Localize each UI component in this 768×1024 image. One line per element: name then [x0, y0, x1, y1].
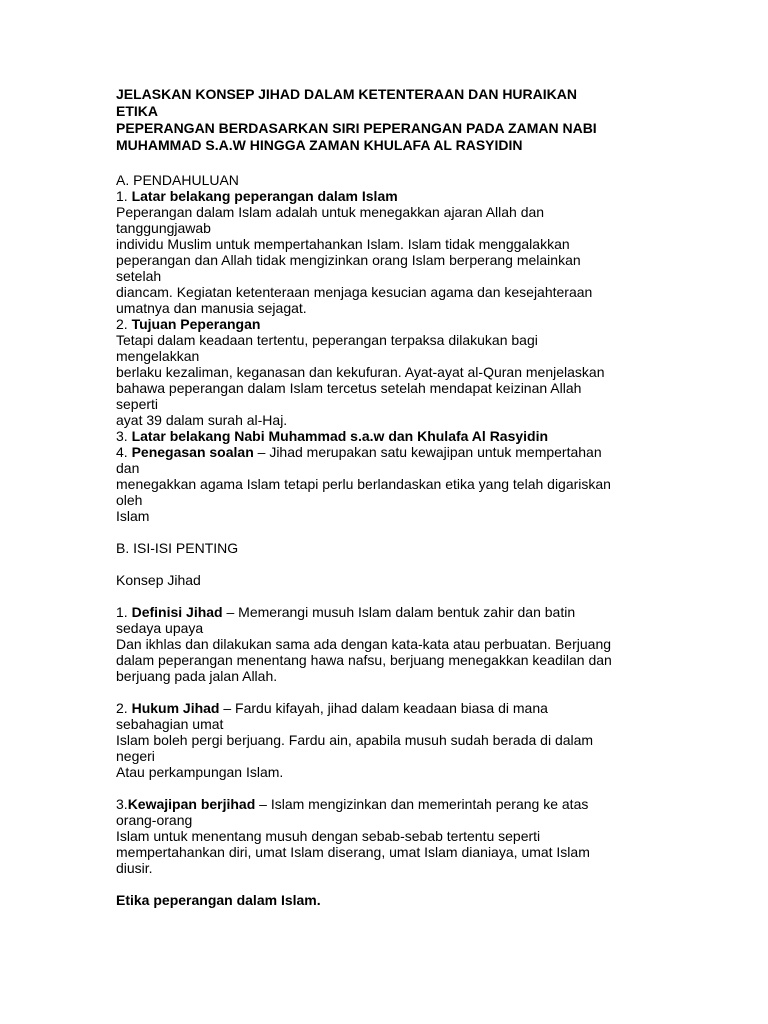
paragraph-line: tanggungjawab	[116, 220, 211, 236]
paragraph-line: seperti	[116, 396, 159, 412]
paragraph-line: negeri	[116, 748, 155, 764]
paragraph-line: Peperangan dalam Islam adalah untuk menegakkan ajaran Allah dan	[116, 204, 545, 220]
item-number: 2.	[116, 700, 132, 716]
section-a-heading: A. PENDAHULUAN	[116, 172, 239, 188]
item-number: 2.	[116, 316, 132, 332]
item-label: Latar belakang Nabi Muhammad s.a.w dan Khulafa Al Rasyidin	[131, 428, 549, 444]
paragraph-line: dalam peperangan menentang hawa nafsu, berjuang menegakkan keadilan dan	[116, 652, 612, 668]
paragraph-line: menegakkan agama Islam tetapi perlu berlandaskan etika yang telah digariskan	[116, 476, 611, 492]
section-b-heading: B. ISI-ISI PENTING	[116, 540, 239, 556]
paragraph-line: peperangan dan Allah tidak mengizinkan orang Islam berperang melainkan	[116, 252, 581, 268]
paragraph-line: Dan ikhlas dan dilakukan sama ada dengan kata-kata atau perbuatan. Berjuang	[116, 636, 612, 652]
item-label: Tujuan Peperangan	[131, 316, 261, 332]
paragraph-line: mengelakkan	[116, 348, 200, 364]
section-a-item-3-heading	[116, 428, 668, 444]
item-label: Kewajipan berjihad	[127, 796, 256, 812]
item-inline-text: – Islam mengizinkan dan memerintah perang ke atas	[255, 796, 589, 812]
section-b-subheading: Konsep Jihad	[116, 572, 201, 588]
item-label: Hukum Jihad	[131, 700, 220, 716]
closing-heading: Etika peperangan dalam Islam.	[116, 892, 321, 908]
paragraph-line: Islam	[116, 508, 150, 524]
item-number: 4.	[116, 444, 132, 460]
section-a-item-1-heading	[116, 188, 668, 204]
section-b-item-3-heading	[116, 796, 668, 812]
paragraph-line: umatnya dan manusia sejagat.	[116, 300, 307, 316]
item-number: 1.	[116, 188, 132, 204]
item-inline-text: – Jihad merupakan satu kewajipan untuk mempertahan	[253, 444, 602, 460]
paragraph-line: diancam. Kegiatan ketenteraan menjaga kesucian agama dan kesejahteraan	[116, 284, 593, 300]
paragraph-line: Atau perkampungan Islam.	[116, 764, 284, 780]
item-number: 1.	[116, 604, 132, 620]
section-a-item-2-heading	[116, 316, 668, 332]
section-b-item-2-heading	[116, 700, 668, 716]
item-number: 3.	[116, 796, 128, 812]
paragraph-line: ayat 39 dalam surah al-Haj.	[116, 412, 288, 428]
paragraph-line: berjuang pada jalan Allah.	[116, 668, 278, 684]
item-inline-text: – Fardu kifayah, jihad dalam keadaan biasa di mana	[219, 700, 548, 716]
paragraph-line: individu Muslim untuk mempertahankan Islam. Islam tidak menggalakkan	[116, 236, 570, 252]
section-a-item-4-heading	[116, 444, 668, 460]
item-label: Latar belakang peperangan dalam Islam	[131, 188, 398, 204]
item-label: Definisi Jihad	[131, 604, 223, 620]
paragraph-line: berlaku kezaliman, keganasan dan kekufuran. Ayat-ayat al-Quran menjelaskan	[116, 364, 605, 380]
paragraph-line: setelah	[116, 268, 162, 284]
document-title: JELASKAN KONSEP JIHAD DALAM KETENTERAAN DAN HURAIKAN ETIKA PEPERANGAN BERDASARKAN SIRI PEPERANGAN PADA ZAMAN NABI MUHAMMAD S.A.W HINGGA ZAMAN KHULAFA AL RASYIDIN	[116, 86, 597, 153]
item-number: 3.	[116, 428, 132, 444]
paragraph-line: oleh	[116, 492, 143, 508]
paragraph-line: Islam untuk menentang musuh dengan sebab-sebab tertentu seperti	[116, 828, 541, 844]
paragraph-line: diusir.	[116, 860, 153, 876]
paragraph-line: orang-orang	[116, 812, 193, 828]
paragraph-line: sedaya upaya	[116, 620, 204, 636]
item-label: Penegasan soalan	[131, 444, 254, 460]
item-inline-text: – Memerangi musuh Islam dalam bentuk zahir dan batin	[222, 604, 576, 620]
paragraph-line: mempertahankan diri, umat Islam diserang, umat Islam dianiaya, umat Islam	[116, 844, 590, 860]
paragraph-line: sebahagian umat	[116, 716, 224, 732]
section-b-item-1-heading	[116, 604, 668, 620]
paragraph-line: dan	[116, 460, 140, 476]
paragraph-line: Islam boleh pergi berjuang. Fardu ain, apabila musuh sudah berada di dalam	[116, 732, 594, 748]
paragraph-line: Tetapi dalam keadaan tertentu, peperangan terpaksa dilakukan bagi	[116, 332, 538, 348]
paragraph-line: bahawa peperangan dalam Islam tercetus setelah mendapat keizinan Allah	[116, 380, 582, 396]
